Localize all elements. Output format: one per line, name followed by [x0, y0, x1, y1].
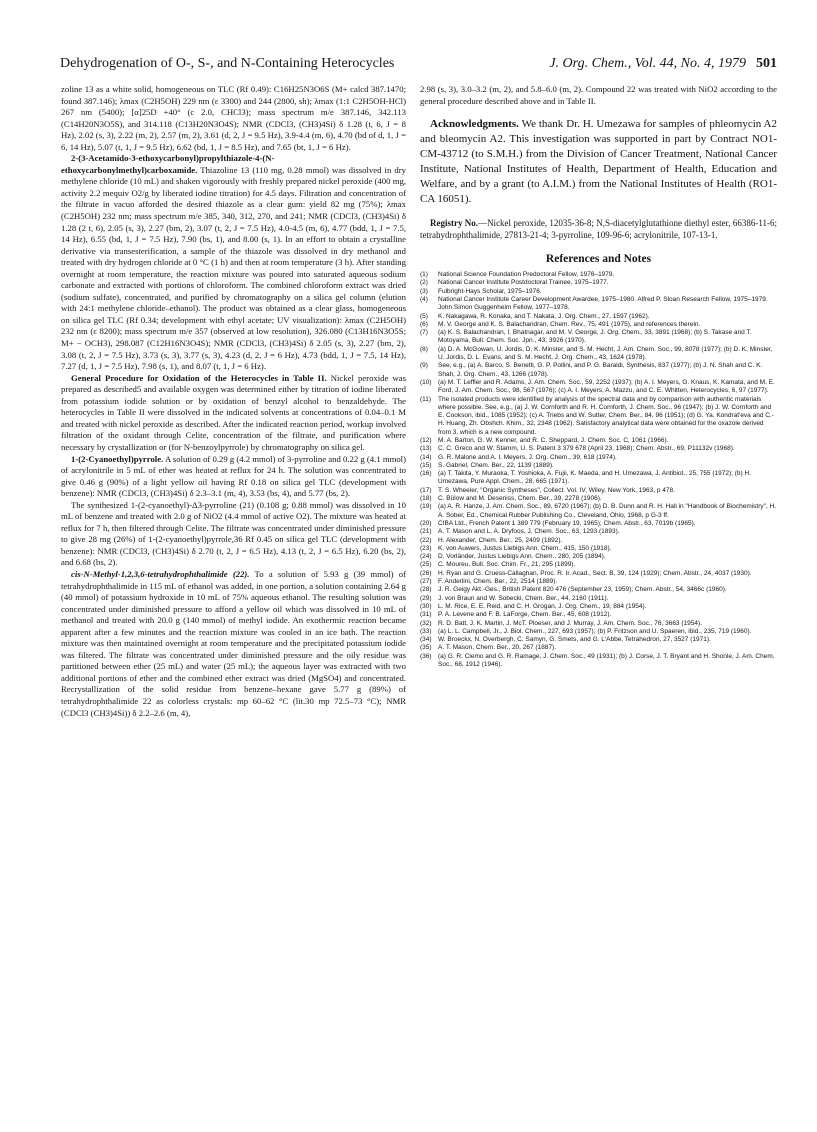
- reference-number: (10): [420, 378, 432, 386]
- reference-number: (27): [420, 578, 432, 586]
- paragraph-heading: 2-(3-Acetamido-3-ethoxycarbonyl)propylthiazole-4-(N-ethoxycarbonylmethyl)carboxamide.: [61, 153, 275, 175]
- reference-text: Fulbright-Hays Scholar, 1975–1976.: [438, 287, 542, 295]
- paragraph-text: A solution of 0.29 g (4.2 mmol) of 3-pyrroline and 0.22 g (4.1 mmol) of acrylonitrile in 5 mL of ether was heated at reflux for 24 h. The solution was concentrated to give 0.46 g (90%) of a light yellow oil having Rf 0.18 on silica gel TLC (development with benzene): NMR (CDCl3, (CH3)4Si) δ 2.3–3.1 (m, 4), 3.53 (bs, 4), and 5.77 (bs, 2).: [61, 453, 406, 499]
- reference-text: K. Nakagawa, R. Konaka, and T. Nakata, J. Org. Chem., 27, 1597 (1962).: [438, 312, 650, 320]
- acknowledgments: [420, 117, 777, 207]
- reference-text: F. Anderlini, Chem. Ber., 22, 2514 (1889).: [438, 578, 558, 586]
- reference-item: [420, 271, 777, 279]
- reference-number: (8): [420, 345, 428, 353]
- reference-text: C. C. Greco and W. Stamm, U. S. Patent 3 379 678 (April 23, 1968); Chem. Abstr., 69, P11132v (1968).: [438, 445, 735, 453]
- reference-text: CIBA Ltd., French Patent 1 389 779 (February 19, 1965); Chem. Abstr., 63, 7019b (1965).: [438, 519, 696, 527]
- paragraph-text: Nickel peroxide was prepared as described5 and available oxygen was determined either by titration of iodine liberated from potassium iodide solution or by oxidation of benzyl alcohol to benzaldehyde. The heterocycles in Table II were dissolved in the indicated solvents at concentrations of 0.04–0.1 M and treated with nickel peroxide as described. After the indicated reaction period, workup involved filtration of the oxidant through Celite, concentration of the filtrate, and purification where necessary by crystallization or (for N-benzoylpyrrole) by chromatography on silica gel.: [61, 372, 406, 452]
- paragraph-text: Thiazoline 13 (110 mg, 0.28 mmol) was dissolved in dry methylene chloride (10 mL) and shaken vigorously with freshly prepared nickel peroxide (400 mg, activity 2.2 mequiv O2/g by liberated iodine titration) for 4.5 days. Filtration and concentration of the filtrate in vacuo afforded the desired thiazole as a clear gum: yield 82 mg (75%); λmax (C2H5OH) 232 nm; mass spectrum m/e 385, 340, 312, 270, and 241; NMR (CDCl3, (CH3)4Si) δ 1.28 (2 t, 6), 2.05 (s, 3), 2.27 (bm, 2), 3.07 (t, 2, J = 7.5 Hz), 4.0-4.5 (m, 6), 4.77 (bdd, 1, J = 7.5, 14 Hz), 6.55 (bd, 1, J = 7.5 Hz), 7.90 (bs, 1), and 8.00 (s, 1). In an effort to obtain a crystalline derivative via transesterification, a sample of the thiazole was dissolved in dry methanol and treated with dry hydrogen chloride at 0 °C (1 h) and then at room temperature (3 h). After standing overnight at room temperature, the reaction mixture was poured into saturated aqueous sodium carbonate and extracted with portions of chloroform. The combined chloroform extract was dried (sodium sulfate), concentrated, and purified by chromatography on a silica gel column (elution with 24:1 methylene chloride–ethanol). The product was obtained as a clear glass, homogeneous on silica gel TLC (Rf 0.34; development with ethyl acetate; UV visualization): λmax (C2H5OH) 232 nm (ε 8200); mass spectrum m/e 357 (observed at low resolution), 326.080 (C13H16N3O5S; M+ − OCH3), 298.087 (C12H16N3O4S); NMR (CDCl3, (CH3)4Si) δ 2.05 (s, 3), 2.27 (bm, 2), 3.08 (t, 2, J = 7.5 Hz), 3.73 (s, 3), 3.77 (s, 3), 4.23 (d, 2, J = 6 Hz), 4.73 (bdd, 1, J = 7.5, 14 Hz), 7.27 (d, 1, J = 7.5 Hz), 7.98 (s, 1), and 8.07 (t, 1, J = 6 Hz).: [61, 164, 406, 372]
- reference-number: (4): [420, 295, 428, 303]
- reference-item: [420, 503, 777, 520]
- reference-text: (a) D. A. McGowan, U. Jordis, D. K. Minster, and S. M. Hecht, J. Am. Chem. Soc., 99, 8078 (1977); (b) D. K. Minster, U. Jordis, D. L. Evans, and S. M. Hecht, J. Org. Chem., 43, 1624 (1978).: [438, 345, 773, 362]
- reference-item: [420, 586, 777, 594]
- reference-item: [420, 595, 777, 603]
- reference-number: (2): [420, 279, 428, 287]
- reference-text: (a) K. S. Balachandran, I. Bhatnagar, and M. V. George, J. Org. Chem., 33, 3891 (1968); (b) S. Takase and T. Motoyama, Bull. Chem. Soc. Jpn., 43, 3926 (1970).: [438, 329, 752, 345]
- reference-text: (a) M. T. Leffler and R. Adams, J. Am. Chem. Soc., 59, 2252 (1937); (b) A. I. Meyers, G. Knaus, K. Kamata, and M. E. Ford, J. Am. Chem. Soc., 98, 567 (1976); (c) A. I. Meyers, A. Mazzu, and C. E. Whitten, Heterocycles, 6, 97 (1977).: [438, 378, 775, 395]
- reference-item: [420, 628, 777, 636]
- reference-number: (31): [420, 611, 432, 619]
- intro-paragraph: 2.98 (s, 3), 3.0–3.2 (m, 2), and 5.8–6.0 (m, 2). Compound 22 was treated with NiO2 according to the general procedure described above and in Table II.: [420, 84, 777, 106]
- reference-number: (35): [420, 644, 432, 652]
- running-title: Dehydrogenation of O-, S-, and N-Containing Heterocycles: [60, 56, 395, 71]
- reference-number: (34): [420, 636, 432, 644]
- reference-item: [420, 644, 777, 652]
- reference-item: [420, 279, 777, 287]
- reference-number: (1): [420, 271, 428, 279]
- reference-item: [420, 445, 777, 453]
- journal-name: J. Org. Chem., Vol. 44, No. 4, 1979: [549, 56, 746, 71]
- acknowledgments-heading: Acknowledgments.: [430, 118, 519, 131]
- reference-text: See, e.g., (a) A. Barco, S. Benetti, G. P. Pollini, and P. G. Baraldi, Synthesis, 837 (1977); (b) J. N. Shah and C. K. Shah, J. Org. Chem., 43, 1266 (1978).: [438, 362, 763, 378]
- reference-text: J. von Braun and W. Sobecki, Chem. Ber., 44, 2160 (1911).: [438, 594, 609, 602]
- reference-text: H. Ryan and G. Cruess-Callaghan, Proc. R. Ir. Acad., Sect. B, 39, 124 (1929); Chem. Abstr., 24, 4037 (1930).: [438, 569, 752, 577]
- reference-item: [420, 454, 777, 462]
- reference-number: (15): [420, 461, 432, 469]
- reference-number: (18): [420, 495, 432, 503]
- reference-number: (32): [420, 619, 432, 627]
- right-column: [420, 84, 777, 669]
- reference-item: [420, 537, 777, 545]
- reference-text: A. T. Mason and L. A. Dryfoos, J. Chem. Soc., 63, 1293 (1893).: [438, 528, 620, 536]
- reference-item: [420, 653, 777, 670]
- reference-number: (30): [420, 602, 432, 610]
- reference-number: (26): [420, 569, 432, 577]
- reference-text: W. Broeckx, N. Overbergh, C. Samyn, G. Smets, and G. L'Abbe, Tetrahedron, 27, 3527 (1971).: [438, 636, 711, 644]
- journal-citation: [549, 56, 777, 72]
- reference-text: The isolated products were identified by analysis of the spectral data and by comparison with authentic materials where possible. See, e.g., (a) J. W. Cornforth and R. H. Cornforth, J. Chem. Soc., 96 (1947); (b) J. W. Cornforth and E. Cookson, ibid., 1085 (1952); (c) A. Triebs and W. Sutter, Chem. Ber., 84, 96 (1951); (d) G. Ya. Kondrat'eva and C.-H. Huang, Zh. Obshch. Khim., 32, 2348 (1962). Satisfactory analytical data were obtained for the oxazole derived from 3, which is a new compound.: [438, 395, 774, 436]
- reference-text: M. V. George and K. S. Balachandran, Chem. Rev., 75, 491 (1975), and references therein.: [438, 320, 701, 328]
- paragraph-text: The synthesized 1-(2-cyanoethyl)-Δ3-pyrroline (21) (0.108 g; 0.88 mmol) was dissolved in 10 mL of benzene and treated with 2.0 g of NiO2 (4.4 mmol of active O2). The mixture was heated at reflux for 7 h, then filtered through Celite. The filtrate was concentrated under diminished pressure to give 28 mg (26%) of 1-(2-cyanoethyl)pyrrole,36 Rf 0.45 on silica gel TLC (development with benzene): NMR (CDCl3, (CH3)4Si) δ 2.70 (t, 2, J = 6.5 Hz), 4.13 (t, 2, J = 6.5 Hz), 6.20 (bs, 2), and 6.68 (bs, 2).: [61, 499, 406, 568]
- reference-item: [420, 437, 777, 445]
- body-paragraph: [61, 153, 406, 372]
- reference-item: [420, 545, 777, 553]
- acknowledgments-text: We thank Dr. H. Umezawa for samples of phleomycin A2 and bleomycin A2. This investigation was supported in part by Contract NO1-CM-43712 (to S.M.H.) from the Division of Cancer Treatment, National Cancer Institute, National Institutes of Health, Department of Health, Education and Welfare, and by a grant (to A.I.M.) from the National Institutes of Health (RO1-CA 16051).: [420, 118, 777, 206]
- reference-number: (28): [420, 586, 432, 594]
- paragraph-text: zoline 13 as a white solid, homogeneous on TLC (Rf 0.49): C16H25N3O6S (M+ calcd 387.1470; found 387.146); λmax (C2H5OH) 229 nm (ε 3300) and 244 (2800, sh); λmax (1:1 C2H5OH-HCl) 267 nm (5400); [α]25D +40° (c 2.0, CHCl3); mass spectrum m/e 387.146, 342.113 (C14H20N3O5S), and 314.118 (C13H20N3O4S); NMR (CDCl3, (CH3)4Si) δ 1.28 (t, 6, J = 8 Hz), 2.02 (s, 3), 2.22 (m, 2), 2.57 (m, 2), 3.61 (d, 2, J = 9.5 Hz), 3.9-4.4 (m, 6), 4.70 (bd of d, 1, J = 6, 14 Hz), 5.07 (t, 1, J = 9.5 Hz), 6.62 (bd, 1, J = 8.5 Hz), and 7.65 (bt, 1, J = 6 Hz).: [61, 84, 406, 152]
- reference-item: [420, 396, 777, 437]
- body-paragraph: [61, 373, 406, 454]
- reference-number: (12): [420, 436, 432, 444]
- reference-item: [420, 570, 777, 578]
- reference-item: [420, 495, 777, 503]
- reference-number: (19): [420, 503, 432, 511]
- reference-item: [420, 470, 777, 487]
- reference-item: [420, 578, 777, 586]
- reference-number: (13): [420, 445, 432, 453]
- reference-number: (33): [420, 627, 432, 635]
- reference-text: National Science Foundation Predoctoral Fellow, 1976–1979.: [438, 271, 615, 279]
- reference-number: (9): [420, 362, 428, 370]
- reference-item: [420, 487, 777, 495]
- registry-text: —Nickel peroxide, 12035-36-8; N,S-diacetylglutathione diethyl ester, 66386-11-6; tetrahydrophthalimide, 27813-21-4; 3-pyrroline, 109-96-6; acrylonitrile, 107-13-1.: [420, 218, 777, 241]
- paragraph-heading: cis-N-Methyl-1,2,3,6-tetrahydrophthalimide (22).: [71, 568, 250, 579]
- reference-text: (a) L. L. Campbell, Jr., J. Biol. Chem., 227, 693 (1957); (b) P. Fritzson and U. Spaeren, ibid., 235, 719 (1960).: [438, 627, 752, 635]
- body-paragraph: [61, 454, 406, 500]
- body-paragraph: [61, 500, 406, 569]
- reference-item: [420, 346, 777, 363]
- references-heading: References and Notes: [545, 252, 652, 265]
- body-paragraph: [61, 84, 406, 153]
- reference-number: (25): [420, 561, 432, 569]
- page-number: 501: [756, 56, 777, 71]
- reference-text: A. T. Mason, Chem. Ber., 20, 267 (1887).: [438, 644, 557, 652]
- registry-numbers: [420, 217, 777, 241]
- reference-number: (14): [420, 453, 432, 461]
- reference-item: [420, 603, 777, 611]
- reference-item: [420, 636, 777, 644]
- left-column: [61, 84, 406, 719]
- reference-number: (22): [420, 536, 432, 544]
- paragraph-text: To a solution of 5.93 g (39 mmol) of tetrahydrophthalimide in 115 mL of ethanol was added, in one portion, a solution containing 2.64 g (40 mmol) of potassium hydroxide in 10 mL of 75% aqueous ethanol. The resulting solution was concentrated under diminished pressure to afford a yellow oil which was dissolved in 10 mL of methanol and treated with 20.0 g (140 mmol) of methyl iodide. An exothermic reaction became apparent after a few minutes and the reaction mixture was cooled in an ice bath. The reaction mixture was then maintained overnight at room temperature and the precipitated potassium iodide was filtered. The filtrate was concentrated under diminished pressure and the oily residue was partitioned between ether (25 mL) and water (25 mL); the aqueous layer was extracted with two additional portions of ether and the combined ether extract was dried (MgSO4) and concentrated. Recrystallization of the solid residue from benzene–hexane gave 5.77 g (89%) of tetrahydrophthalimide 22 as colorless crystals: mp 60–62 °C (lit.30 mp 72.5–73 °C); NMR (CDCl3 (CH3)4Si)) δ 2.2–2.6 (m, 4),: [61, 568, 406, 718]
- reference-number: (23): [420, 544, 432, 552]
- reference-text: D. Vorländer, Justus Liebigs Ann. Chem., 280, 205 (1894).: [438, 553, 606, 561]
- reference-number: (24): [420, 553, 432, 561]
- paragraph-heading: General Procedure for Oxidation of the Heterocycles in Table II.: [71, 372, 327, 383]
- reference-number: (3): [420, 287, 428, 295]
- reference-item: [420, 462, 777, 470]
- reference-item: [420, 620, 777, 628]
- paragraph-heading: 1-(2-Cyanoethyl)pyrrole.: [71, 453, 164, 464]
- reference-text: (a) T. Takita, Y. Muraoka, T. Yoshioka, A. Fujii, K. Maeda, and H. Umezawa, J. Antibiot., 25, 755 (1972); (b) H. Umezawa, Pure Appl. Chem., 28, 665 (1971).: [438, 470, 752, 486]
- reference-item: [420, 321, 777, 329]
- reference-item: [420, 553, 777, 561]
- reference-number: (21): [420, 528, 432, 536]
- reference-number: (16): [420, 470, 432, 478]
- reference-number: (7): [420, 329, 428, 337]
- reference-text: G. R. Malone and A. I. Meyers, J. Org. Chem., 39, 618 (1974).: [438, 453, 617, 461]
- reference-text: T. S. Wheeler, "Organic Syntheses", Collect. Vol. IV, Wiley, New York, 1963, p 478.: [438, 486, 675, 494]
- reference-text: J. R. Geigy Akt.-Ges., British Patent 820 476 (September 23, 1959); Chem. Abstr., 54, 3466c (1960).: [438, 586, 727, 594]
- reference-number: (11): [420, 395, 432, 403]
- reference-text: R. D. Batt, J. K. Martin, J. McT. Ploeser, and J. Murray, J. Am. Chem. Soc., 76, 3663 (1954).: [438, 619, 702, 627]
- reference-item: [420, 329, 777, 346]
- reference-item: [420, 362, 777, 379]
- reference-item: [420, 296, 777, 313]
- reference-text: National Cancer Institute Postdoctoral Trainee, 1975–1977.: [438, 279, 609, 287]
- reference-item: [420, 313, 777, 321]
- reference-item: [420, 520, 777, 528]
- reference-number: (17): [420, 486, 432, 494]
- registry-heading: Registry No.: [430, 218, 479, 229]
- reference-text: S. Gabriel, Chem. Ber., 22, 1139 (1889).: [438, 461, 554, 469]
- reference-text: P. A. Levene and F. B. LaForge, Chem. Ber., 45, 608 (1912).: [438, 611, 612, 619]
- reference-text: L. M. Rice, E. E. Reid, and C. H. Grogan, J. Org. Chem., 19, 884 (1954).: [438, 602, 647, 610]
- reference-text: National Cancer Institute Career Development Awardee, 1975–1980. Alfred P. Sloan Research Fellow, 1975–1979. John Simon Guggenheim Fellow, 1977–1978.: [438, 295, 768, 312]
- reference-text: (a) G. R. Clemo and G. R. Ramage, J. Chem. Soc., 49 (1931); (b) J. Corse, J. T. Bryant and H. Shonle, J. Am. Chem. Soc., 68, 1912 (1946).: [438, 652, 775, 668]
- body-paragraph: [61, 569, 406, 719]
- reference-text: K. von Auwers, Justus Liebigs Ann. Chem., 415, 150 (1918).: [438, 544, 612, 552]
- reference-number: (20): [420, 519, 432, 527]
- reference-item: [420, 379, 777, 396]
- reference-number: (5): [420, 312, 428, 320]
- reference-text: (a) A. R. Hanze, J. Am. Chem. Soc., 89, 6720 (1967); (b) D. B. Dunn and R. H. Hall in "Handbook of Biochemistry", H. A. Sober, Ed., Chemical Rubber Publishing Co., Cleveland, Ohio, 1968, p G-3 ff.: [438, 503, 777, 519]
- reference-text: C. Bülow and M. Deseniss, Chem. Ber., 39, 2278 (1906).: [438, 495, 602, 503]
- reference-number: (6): [420, 320, 428, 328]
- reference-number: (36): [420, 652, 432, 660]
- reference-item: [420, 528, 777, 536]
- reference-item: [420, 611, 777, 619]
- reference-text: H. Alexander, Chem. Ber., 25, 2409 (1892).: [438, 536, 563, 544]
- reference-text: M. A. Barton, G. W. Kenner, and R. C. Sheppard, J. Chem. Soc. C, 1061 (1966).: [438, 436, 669, 444]
- reference-item: [420, 288, 777, 296]
- reference-number: (29): [420, 594, 432, 602]
- reference-text: C. Moureu, Bull. Soc. Chim. Fr., 21, 295 (1899).: [438, 561, 576, 569]
- reference-item: [420, 561, 777, 569]
- references-list: [420, 271, 777, 669]
